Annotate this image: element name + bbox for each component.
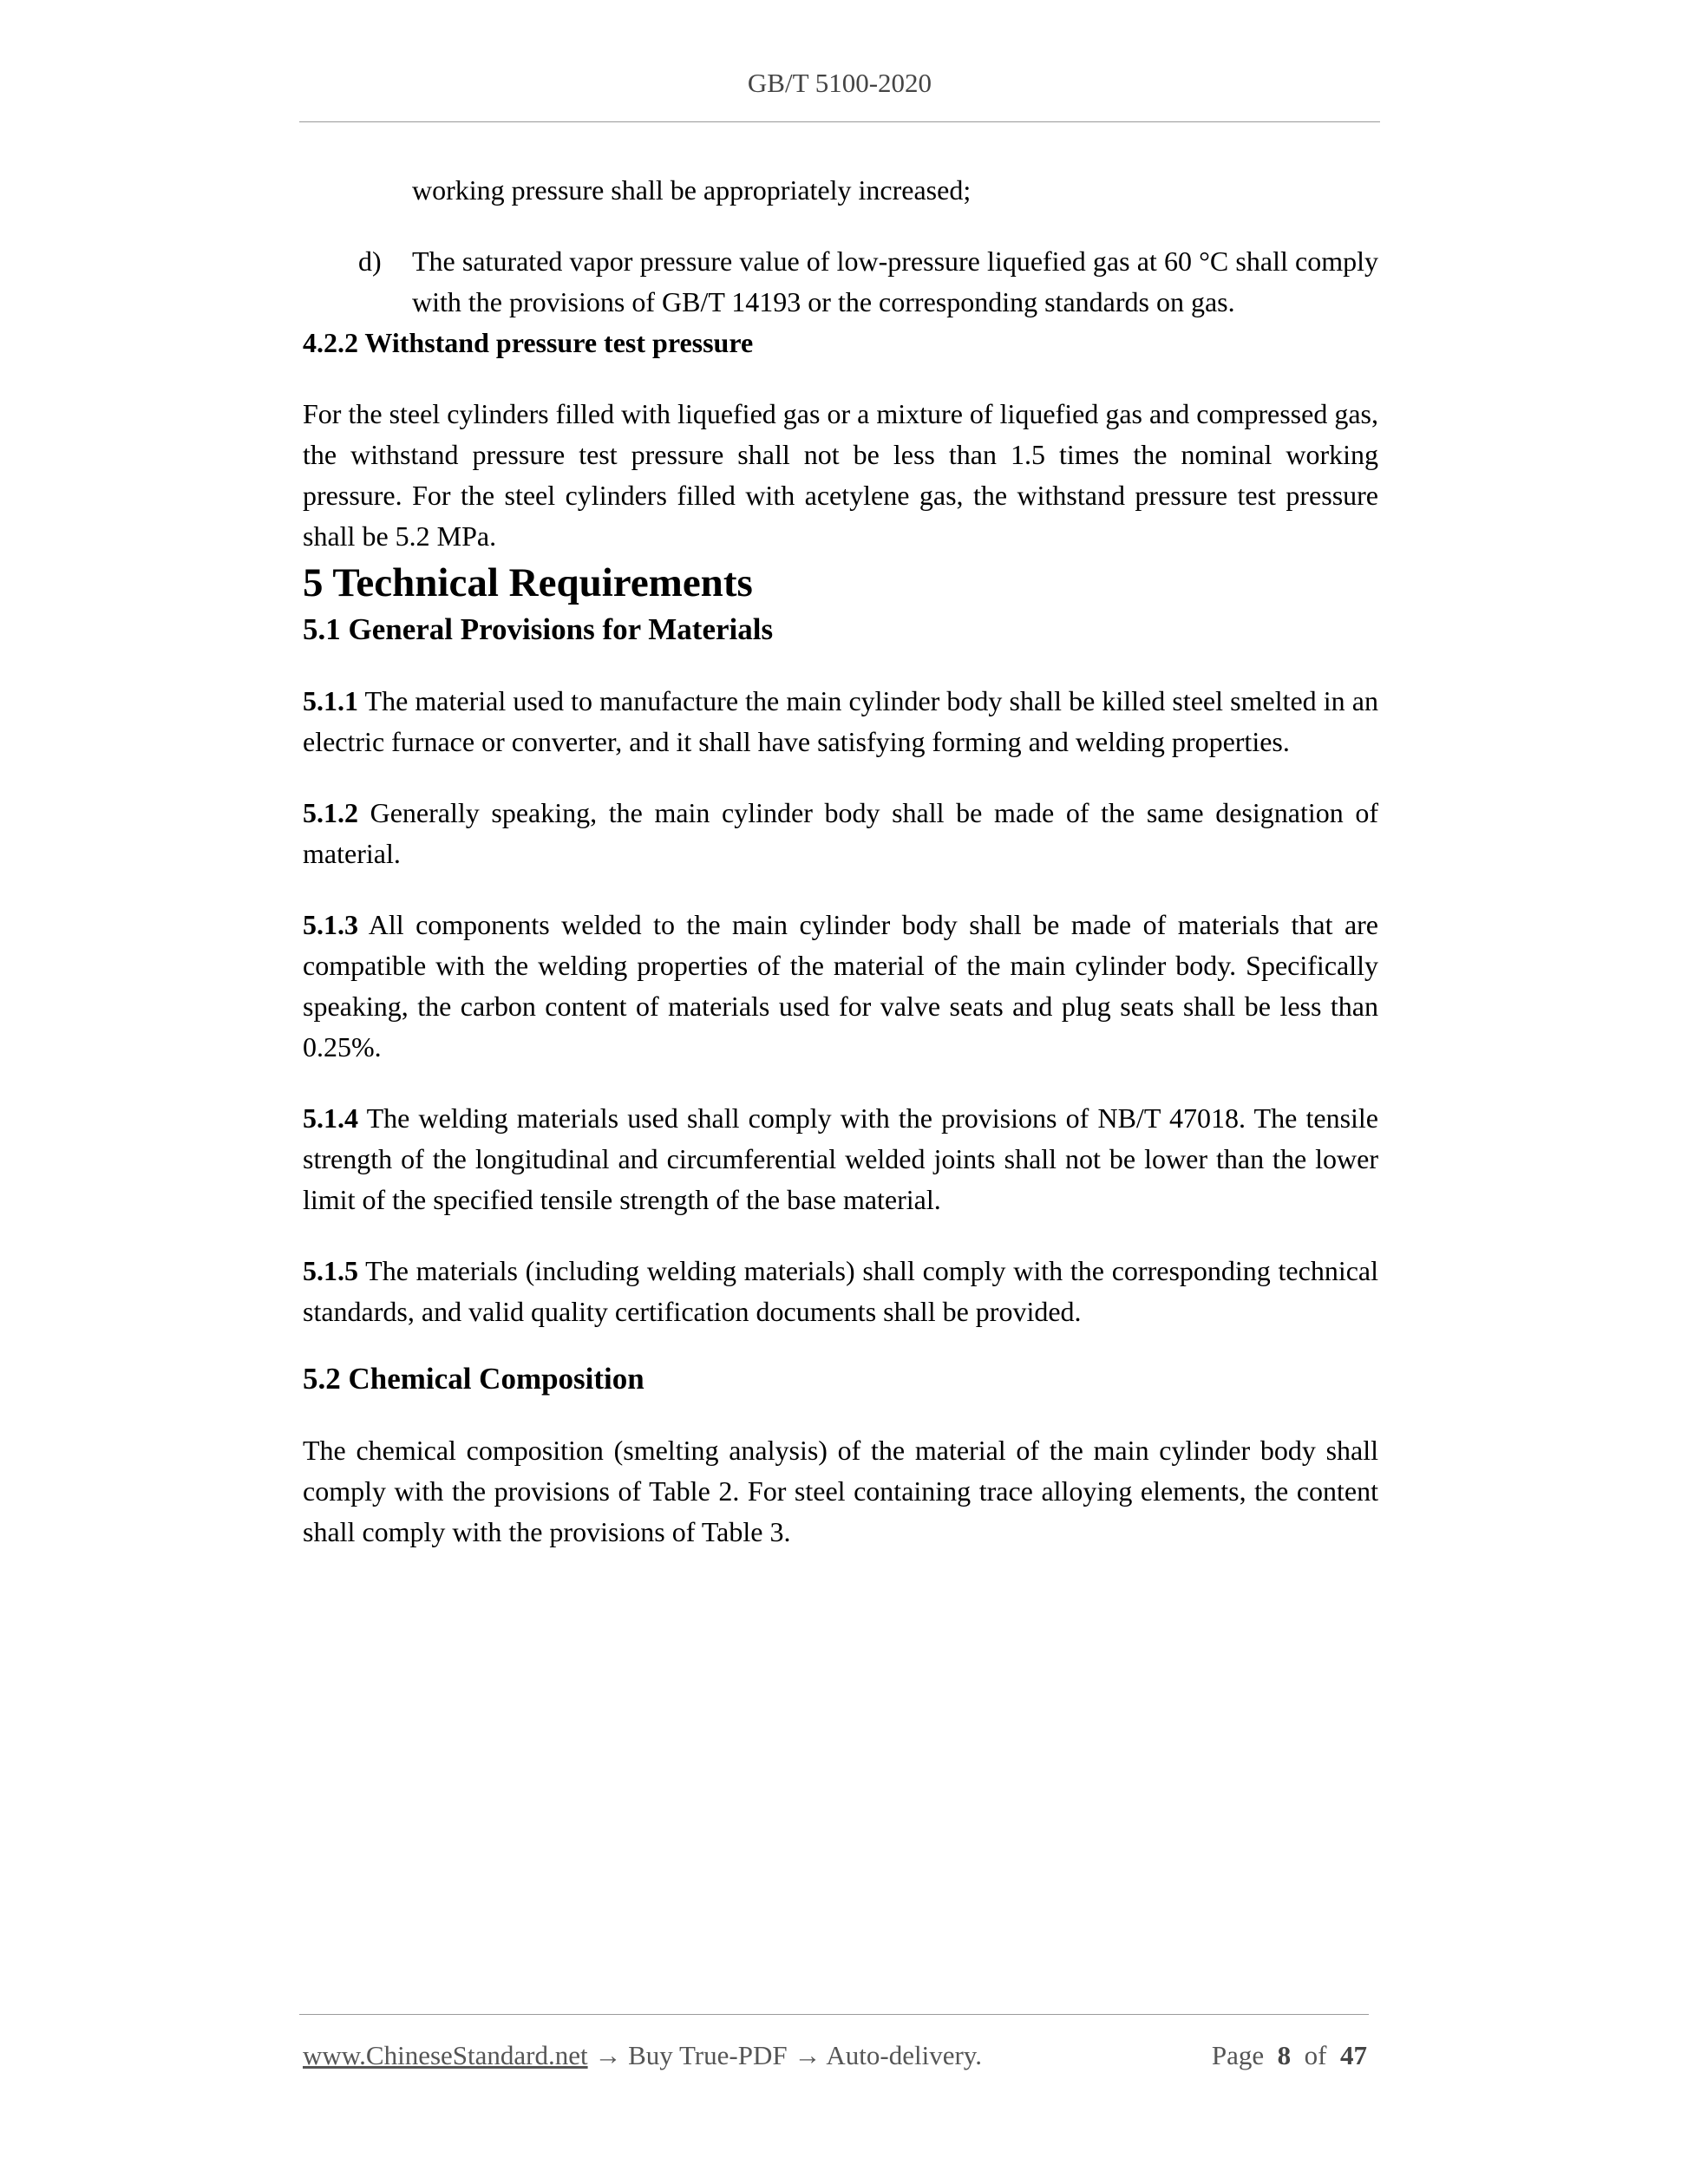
clause-text: Generally speaking, the main cylinder body shall be made of the same designation of material.: [303, 797, 1378, 869]
heading-5: 5 Technical Requirements: [303, 560, 753, 605]
of-label: of: [1304, 2040, 1327, 2070]
page-indicator: [1212, 2037, 1367, 2075]
list-marker: d): [358, 245, 382, 277]
website-link[interactable]: www.ChineseStandard.net: [303, 2040, 588, 2070]
page-header: GB/T 5100-2020: [747, 68, 932, 98]
heading-5-2: 5.2 Chemical Composition: [303, 1362, 644, 1396]
clause-number: 5.1.3: [303, 909, 358, 940]
page-content: [303, 170, 1378, 1553]
clause-text: The material used to manufacture the main cylinder body shall be killed steel smelted in an electric furnace or converter, and it shall have satisfying forming and welding properties.: [303, 685, 1378, 757]
delivery-text: Auto-delivery.: [826, 2040, 983, 2070]
heading-5-1: 5.1 General Provisions for Materials: [303, 612, 774, 646]
clause-text: All components welded to the main cylinder body shall be made of materials that are compatible with the welding properties of the material of the main cylinder body. Specifically speaking, the carbon content of materials used for valve seats and plug seats shall be less than 0.25%.: [303, 909, 1378, 1063]
footer-divider: [299, 2014, 1369, 2015]
clause-number: 5.1.2: [303, 797, 358, 828]
footer-promo: [303, 2037, 982, 2075]
arrow-icon: →: [787, 2040, 827, 2070]
buy-pdf-text: Buy True-PDF: [628, 2040, 788, 2070]
arrow-icon: →: [587, 2040, 629, 2070]
heading-4-2-2: 4.2.2 Withstand pressure test pressure: [303, 327, 754, 358]
clause-5-1-5: [303, 1251, 1378, 1332]
clause-5-1-1: [303, 681, 1378, 762]
list-item-d: [303, 241, 1378, 323]
page-number: 8: [1277, 2040, 1292, 2070]
page-footer: [303, 2037, 1367, 2075]
header-divider: [299, 121, 1380, 122]
clause-5-1-4: [303, 1098, 1378, 1220]
paragraph-5-2: The chemical composition (smelting analysis) of the material of the main cylinder body shall comply with the provisions of Table 2. For steel containing trace alloying elements, the content shall comply with the provisions of Table 3.: [303, 1435, 1378, 1547]
clause-text: The materials (including welding materials) shall comply with the corresponding technical standards, and valid quality certification documents shall be provided.: [303, 1255, 1378, 1327]
page-label: Page: [1211, 2040, 1265, 2070]
clause-5-1-2: [303, 793, 1378, 874]
clause-5-1-3: [303, 905, 1378, 1068]
list-text: The saturated vapor pressure value of low-pressure liquefied gas at 60 °C shall comply with the provisions of GB/T 14193 or the corresponding standards on gas.: [412, 245, 1378, 317]
clause-number: 5.1.1: [303, 685, 358, 716]
paragraph-4-2-2: For the steel cylinders filled with liquefied gas or a mixture of liquefied gas and compressed gas, the withstand pressure test pressure shall not be less than 1.5 times the nominal working pressure. For the steel cylinders filled with acetylene gas, the withstand pressure test pressure shall be 5.2 MPa.: [303, 398, 1378, 552]
clause-number: 5.1.5: [303, 1255, 358, 1286]
clause-number: 5.1.4: [303, 1102, 358, 1134]
total-pages: 47: [1340, 2040, 1367, 2070]
clause-text: The welding materials used shall comply with the provisions of NB/T 47018. The tensile strength of the longitudinal and circumferential welded joints shall not be lower than the lower limit of the specified tensile strength of the base material.: [303, 1102, 1378, 1215]
continuation-line: working pressure shall be appropriately increased;: [412, 174, 972, 206]
